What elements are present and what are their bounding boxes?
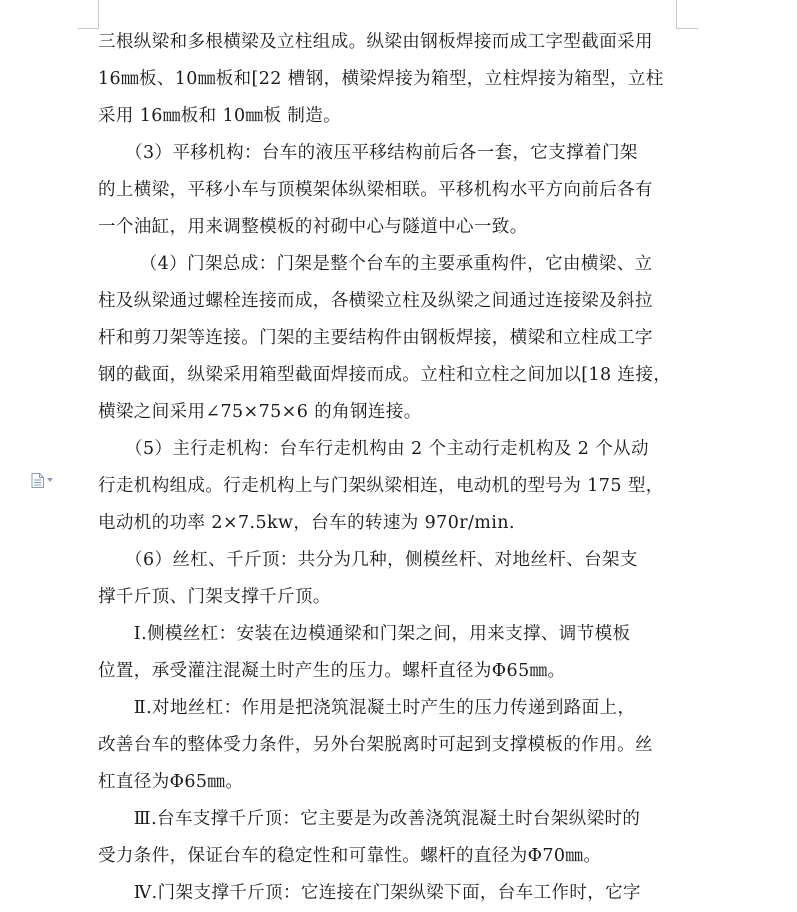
text-line-13: 行走机构组成。行走机构上与门架纵梁相连，电动机的型号为 175 型，: [98, 476, 664, 496]
text-line-21: 杠直径为Φ65㎜。: [98, 772, 244, 792]
text-line-19: Ⅱ.对地丝杠：作用是把浇筑混凝土时产生的压力传递到路面上，: [98, 698, 636, 718]
paragraph-menu-button[interactable]: [31, 470, 61, 490]
text-line-22: Ⅲ.台车支撑千斤顶：它主要是为改善浇筑混凝土时台架纵梁时的: [98, 809, 641, 829]
document-icon: [31, 473, 44, 488]
text-line-24: Ⅳ.门架支撑千斤顶：它连接在门架纵梁下面，台车工作时，它字: [98, 883, 641, 903]
text-line-5: 的上横梁，平移小车与顶模架体纵梁相联。平移机构水平方向前后各有: [98, 180, 653, 200]
chevron-down-icon: [47, 478, 53, 482]
text-line-2: 16㎜板、10㎜板和[22 槽钢，横梁焊接为箱型，立柱焊接为箱型，立柱: [98, 69, 664, 89]
text-line-10: 钢的截面，纵梁采用箱型截面焊接而成。立柱和立柱之间加以[18 连接，: [98, 365, 672, 385]
text-line-12: （5）主行走机构：台车行走机构由 2 个主动行走机构及 2 个从动: [98, 439, 649, 459]
text-line-14: 电动机的功率 2×7.5kw，台车的转速为 970r/min.: [98, 513, 515, 533]
margin-corner-mark-right-horizontal: [676, 28, 698, 29]
text-line-1: 三根纵梁和多根横梁及立柱组成。纵梁由钢板焊接而成工字型截面采用: [98, 32, 653, 52]
text-line-17: Ⅰ.侧模丝杠：安装在边模通梁和门架之间，用来支撑、调节模板: [98, 624, 631, 644]
text-line-6: 一个油缸，用来调整模板的衬砌中心与隧道中心一致。: [98, 217, 528, 237]
text-line-20: 改善台车的整体受力条件，另外台架脱离时可起到支撑模板的作用。丝: [98, 735, 653, 755]
text-line-7: （4）门架总成：门架是整个台车的主要承重构件，它由横梁、立: [98, 254, 653, 274]
text-line-9: 杆和剪刀架等连接。门架的主要结构件由钢板焊接，横梁和立柱成工字: [98, 328, 653, 348]
text-line-16: 撑千斤顶、门架支撑千斤顶。: [98, 587, 331, 607]
document-body[interactable]: [98, 24, 678, 912]
text-line-4: （3）平移机构：台车的液压平移结构前后各一套，它支撑着门架: [98, 143, 638, 163]
text-line-18: 位置，承受灌注混凝土时产生的压力。螺杆直径为Φ65㎜。: [98, 661, 566, 681]
text-line-15: （6）丝杠、千斤顶：共分为几种，侧模丝杆、对地丝杆、台架支: [98, 550, 638, 570]
margin-corner-mark-left-horizontal: [78, 28, 99, 29]
text-line-8: 柱及纵梁通过螺栓连接而成，各横梁立柱及纵梁之间通过连接梁及斜拉: [98, 291, 653, 311]
text-line-23: 受力条件，保证台车的稳定性和可靠性。螺杆的直径为Φ70㎜。: [98, 846, 602, 866]
text-line-3: 采用 16㎜板和 10㎜板 制造。: [98, 106, 342, 126]
text-line-11: 横梁之间采用∠75×75×6 的角钢连接。: [98, 402, 422, 422]
